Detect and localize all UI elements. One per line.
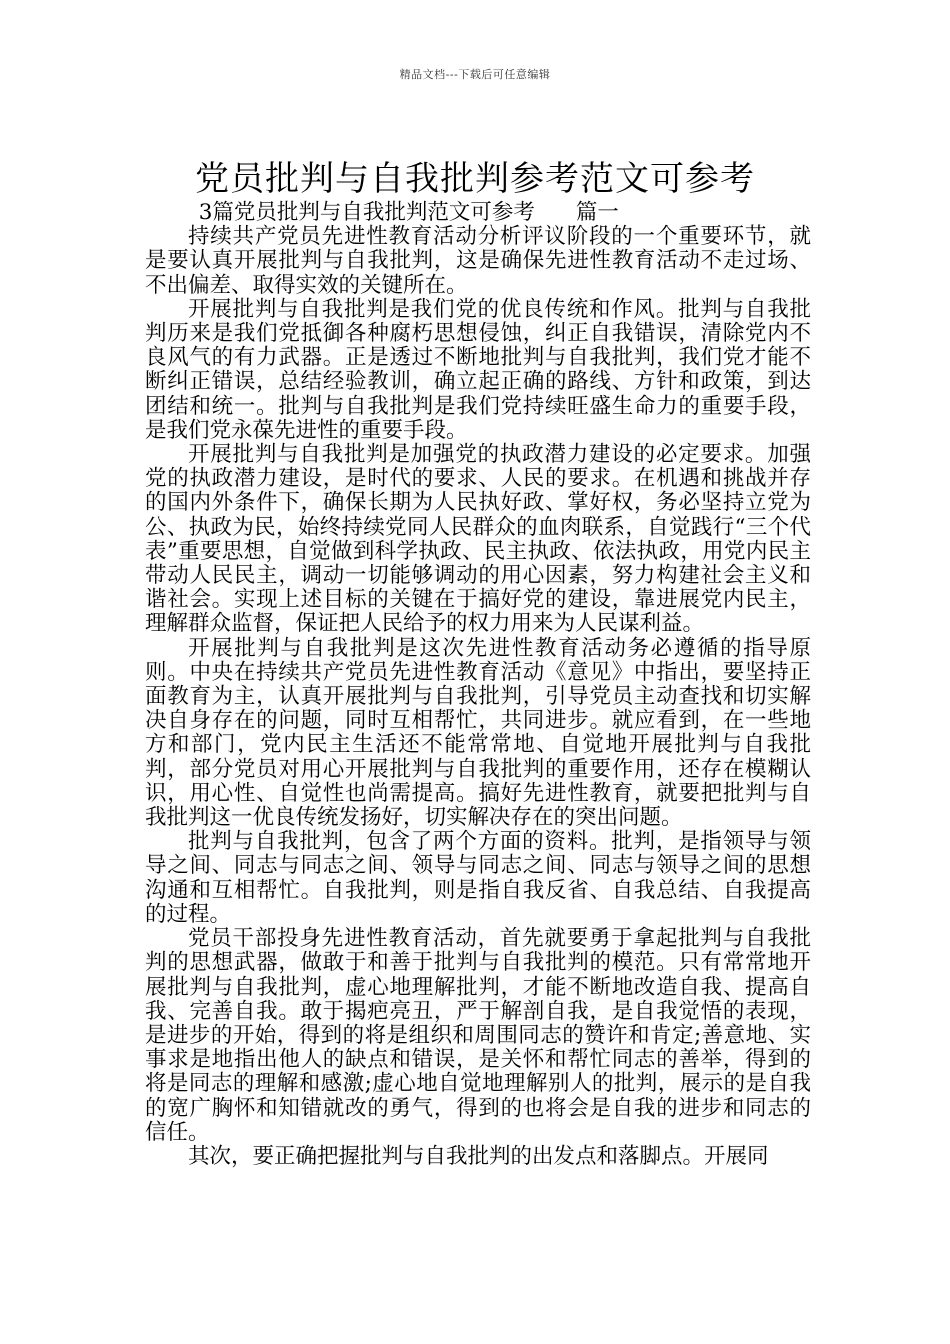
paragraph: 其次，要正确把握批判与自我批判的出发点和落脚点。开展同: [188, 1143, 769, 1169]
document-body: [145, 201, 811, 1169]
paragraph: 开展批判与自我批判是加强党的执政潜力建设的必定要求。加强党的执政潜力建设，是时代的要求、人民的要求。在机遇和挑战并存的国内外条件下，确保长期为人民执好政、掌好权，务必坚持立党为公、执政为民，始终持续党同人民群众的血肉联系，自觉践行“三个代表”重要思想，自觉做到科学执政、民主执政、依法执政，用党内民主带动人民民主，调动一切能够调动的用心因素，努力构建社会主义和谐社会。实现上述目标的关键在于搞好党的建设，靠进展党内民主，理解群众监督，保证把人民给予的权力用来为人民谋利益。: [145, 442, 811, 637]
paragraph: 党员干部投身先进性教育活动，首先就要勇于拿起批判与自我批判的思想武器，做敢于和善于批判与自我批判的模范。只有常常地开展批判与自我批判，虚心地理解批判，才能不断地改造自我、提高自我、完善自我。敢于揭疤亮丑，严于解剖自我，是自我觉悟的表现，是进步的开始，得到的将是组织和周围同志的赞许和肯定;善意地、实事求是地指出他人的缺点和错误，是关怀和帮忙同志的善举，得到的将是同志的理解和感激;虚心地自觉地理解别人的批判，展示的是自我的宽广胸怀和知错就改的勇气，得到的也将会是自我的进步和同志的信任。: [145, 926, 811, 1145]
paragraph: 持续共产党员先进性教育活动分析评议阶段的一个重要环节，就是要认真开展批判与自我批判，这是确保先进性教育活动不走过场、不出偏差、取得实效的关键所在。: [145, 224, 811, 298]
document-title: 党员批判与自我批判参考范文可参考: [195, 158, 755, 199]
header-note: 精品文档---下载后可任意编辑: [399, 68, 551, 81]
paragraph: 批判与自我批判，包含了两个方面的资料。批判，是指领导与领导之间、同志与同志之间、领导与同志之间、同志与领导之间的思想沟通和互相帮忙。自我批判，则是指自我反省、自我总结、自我提高的过程。: [145, 829, 811, 927]
paragraph: 开展批判与自我批判是我们党的优良传统和作风。批判与自我批判历来是我们党抵御各种腐朽思想侵蚀，纠正自我错误，清除党内不良风气的有力武器。正是透过不断地批判与自我批判，我们党才能不断纠正错误，总结经验教训，确立起正确的路线、方针和政策，到达团结和统一。批判与自我批判是我们党持续旺盛生命力的重要手段，是我们党永葆先进性的重要手段。: [145, 296, 811, 443]
section-heading: 3篇党员批判与自我批判范文可参考 篇一: [198, 200, 619, 225]
paragraph: 开展批判与自我批判是这次先进性教育活动务必遵循的指导原则。中央在持续共产党员先进性教育活动《意见》中指出，要坚持正面教育为主，认真开展批判与自我批判，引导党员主动查找和切实解决自身存在的问题，同时互相帮忙，共同进步。就应看到，在一些地方和部门，党内民主生活还不能常常地、自觉地开展批判与自我批判，部分党员对用心开展批判与自我批判的重要作用，还存在模糊认识，用心性、自觉性也尚需提高。搞好先进性教育，就要把批判与自我批判这一优良传统发扬好，切实解决存在的突出问题。: [145, 635, 811, 831]
